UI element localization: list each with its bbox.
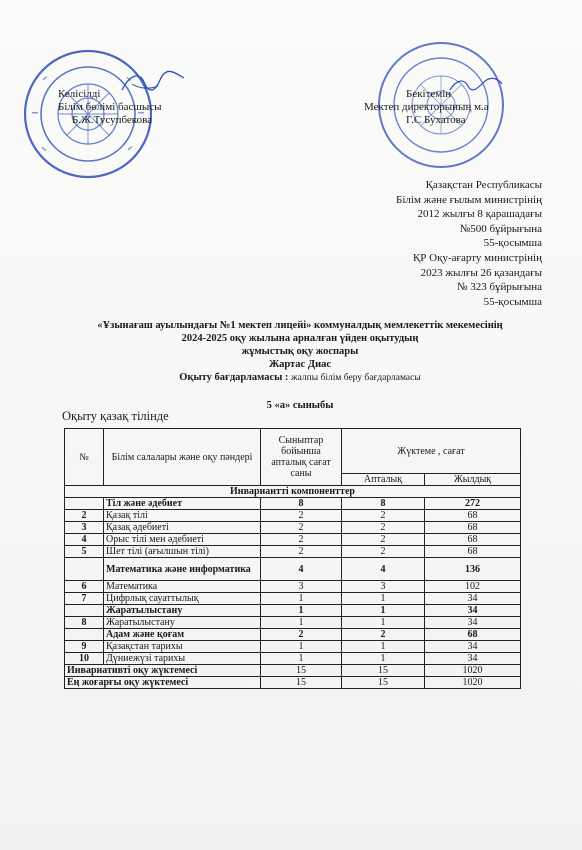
total-label: Ең жоғарғы оқу жүктемесі — [65, 677, 261, 689]
weekly-hours-cell: 1 — [261, 641, 342, 653]
weekly-hours-cell: 15 — [261, 677, 342, 689]
approval-title: Келісілді — [58, 88, 101, 100]
table-row — [65, 653, 521, 665]
weekly-hours-cell: 2 — [261, 629, 342, 641]
yearly-load-cell: 1020 — [425, 665, 521, 677]
subject-name: Тіл және әдебиет — [104, 498, 261, 510]
yearly-load-cell: 34 — [425, 593, 521, 605]
yearly-load-cell: 68 — [425, 510, 521, 522]
weekly-hours-cell: 2 — [261, 522, 342, 534]
weekly-hours-cell: 8 — [261, 498, 342, 510]
subject-name: Адам және қоғам — [104, 629, 261, 641]
weekly-hours-cell: 1 — [261, 593, 342, 605]
decree-line: Білім және ғылым министрінің — [396, 193, 542, 206]
heading-line: «Ұзынағаш ауылындағы №1 мектеп лицейі» коммуналдық мемлекеттік мекемесінің — [97, 320, 503, 331]
subject-name: Дүниежүзі тарихы — [104, 653, 261, 665]
decree-line: 2012 жылғы 8 қарашадағы — [417, 208, 542, 221]
subject-name: Математика және информатика — [104, 558, 261, 581]
row-number — [65, 605, 104, 617]
student-name: Жартас Диас — [268, 359, 332, 370]
weekly-hours-cell: 2 — [261, 510, 342, 522]
weekly-load-cell: 2 — [342, 534, 425, 546]
row-number: 2 — [65, 510, 104, 522]
weekly-load-cell: 1 — [342, 605, 425, 617]
yearly-load-cell: 68 — [425, 546, 521, 558]
subject-name: Жаратылыстану — [104, 617, 261, 629]
approval-person: Б.Ж.Тусупбекова — [72, 114, 153, 126]
yearly-load-cell: 34 — [425, 605, 521, 617]
col-header-load: Жүктеме , сағат — [342, 429, 521, 474]
table-row — [65, 593, 521, 605]
weekly-load-cell: 2 — [342, 510, 425, 522]
table-row — [65, 617, 521, 629]
col-header-subjects: Білім салалары және оқу пәндері — [104, 429, 261, 486]
weekly-hours-cell: 1 — [261, 617, 342, 629]
table-row — [65, 522, 521, 534]
col-header-number: № — [65, 429, 104, 486]
weekly-load-cell: 3 — [342, 581, 425, 593]
table-row — [65, 581, 521, 593]
left-signature — [118, 68, 188, 103]
table-row — [65, 534, 521, 546]
weekly-load-cell: 1 — [342, 641, 425, 653]
yearly-load-cell: 1020 — [425, 677, 521, 689]
decree-line: 55-қосымша — [483, 295, 542, 308]
heading-line: жұмыстық оқу жоспары — [241, 346, 359, 357]
language-of-instruction: Оқыту қазақ тілінде — [62, 409, 169, 423]
right-signature — [446, 70, 506, 105]
decree-line: №500 бұйрығына — [459, 222, 542, 235]
program-line — [40, 371, 560, 385]
approval-title: Бекітемін — [406, 88, 452, 100]
section-row: Инвариантті компоненттер — [65, 486, 521, 498]
approval-person: Г.С Бухатова — [406, 114, 466, 126]
row-number: 8 — [65, 617, 104, 629]
col-header-yearly: Жылдық — [425, 474, 521, 486]
row-number — [65, 498, 104, 510]
subject-name: Цифрлық сауаттылық — [104, 593, 261, 605]
weekly-hours-cell: 3 — [261, 581, 342, 593]
row-number — [65, 558, 104, 581]
subject-name: Математика — [104, 581, 261, 593]
row-number: 4 — [65, 534, 104, 546]
weekly-load-cell: 15 — [342, 665, 425, 677]
weekly-load-cell: 2 — [342, 522, 425, 534]
subject-name: Шет тілі (ағылшын тілі) — [104, 546, 261, 558]
program-value: жалпы білім беру бағдарламасы — [291, 373, 421, 383]
yearly-load-cell: 34 — [425, 641, 521, 653]
subject-name: Жаратылыстану — [104, 605, 261, 617]
col-header-weekly-hours: Сыныптар бойынша апталық сағат саны — [261, 429, 342, 486]
row-number: 3 — [65, 522, 104, 534]
total-label: Инвариативті оқу жүктемесі — [65, 665, 261, 677]
heading-line: 2024-2025 оқу жылына арналған үйден оқытудың — [181, 333, 419, 344]
decree-line: 2023 жылғы 26 қазандағы — [420, 266, 542, 279]
table-row — [65, 558, 521, 581]
curriculum-table — [64, 428, 521, 689]
grade-line: 5 «а» сыныбы — [266, 400, 334, 411]
decree-line: ҚР Оқу-ағарту министрінің — [412, 251, 542, 264]
total-row — [65, 677, 521, 689]
weekly-hours-cell: 1 — [261, 653, 342, 665]
weekly-load-cell: 1 — [342, 593, 425, 605]
table-row — [65, 629, 521, 641]
row-number: 6 — [65, 581, 104, 593]
approval-position: Мектеп директорының м.а — [364, 101, 489, 113]
yearly-load-cell: 272 — [425, 498, 521, 510]
decree-line: № 323 бұйрығына — [456, 281, 542, 294]
subject-name: Қазақ әдебиеті — [104, 522, 261, 534]
row-number: 10 — [65, 653, 104, 665]
total-row — [65, 665, 521, 677]
subject-name: Қазақ тілі — [104, 510, 261, 522]
col-header-weekly: Апталық — [342, 474, 425, 486]
approval-position: Білім бөлімі басшысы — [58, 101, 162, 113]
yearly-load-cell: 68 — [425, 522, 521, 534]
table-row — [65, 510, 521, 522]
weekly-hours-cell: 15 — [261, 665, 342, 677]
weekly-load-cell: 8 — [342, 498, 425, 510]
weekly-hours-cell: 2 — [261, 546, 342, 558]
yearly-load-cell: 102 — [425, 581, 521, 593]
weekly-load-cell: 15 — [342, 677, 425, 689]
subject-name: Орыс тілі мен әдебиеті — [104, 534, 261, 546]
row-number: 7 — [65, 593, 104, 605]
yearly-load-cell: 34 — [425, 617, 521, 629]
decree-line: 55-қосымша — [483, 237, 542, 250]
weekly-load-cell: 2 — [342, 546, 425, 558]
table-row — [65, 546, 521, 558]
decree-line: Қазақстан Республикасы — [425, 179, 542, 191]
weekly-hours-cell: 4 — [261, 558, 342, 581]
weekly-load-cell: 1 — [342, 617, 425, 629]
weekly-load-cell: 4 — [342, 558, 425, 581]
weekly-hours-cell: 1 — [261, 605, 342, 617]
table-row — [65, 605, 521, 617]
decree-reference — [396, 178, 542, 309]
yearly-load-cell: 68 — [425, 629, 521, 641]
weekly-load-cell: 2 — [342, 629, 425, 641]
weekly-hours-cell: 2 — [261, 534, 342, 546]
table-row — [65, 498, 521, 510]
row-number — [65, 629, 104, 641]
program-label: Оқыту бағдарламасы : — [179, 372, 292, 383]
document-heading — [40, 319, 560, 412]
weekly-load-cell: 1 — [342, 653, 425, 665]
row-number: 5 — [65, 546, 104, 558]
table-row — [65, 641, 521, 653]
subject-name: Қазақстан тарихы — [104, 641, 261, 653]
row-number: 9 — [65, 641, 104, 653]
yearly-load-cell: 68 — [425, 534, 521, 546]
yearly-load-cell: 34 — [425, 653, 521, 665]
yearly-load-cell: 136 — [425, 558, 521, 581]
